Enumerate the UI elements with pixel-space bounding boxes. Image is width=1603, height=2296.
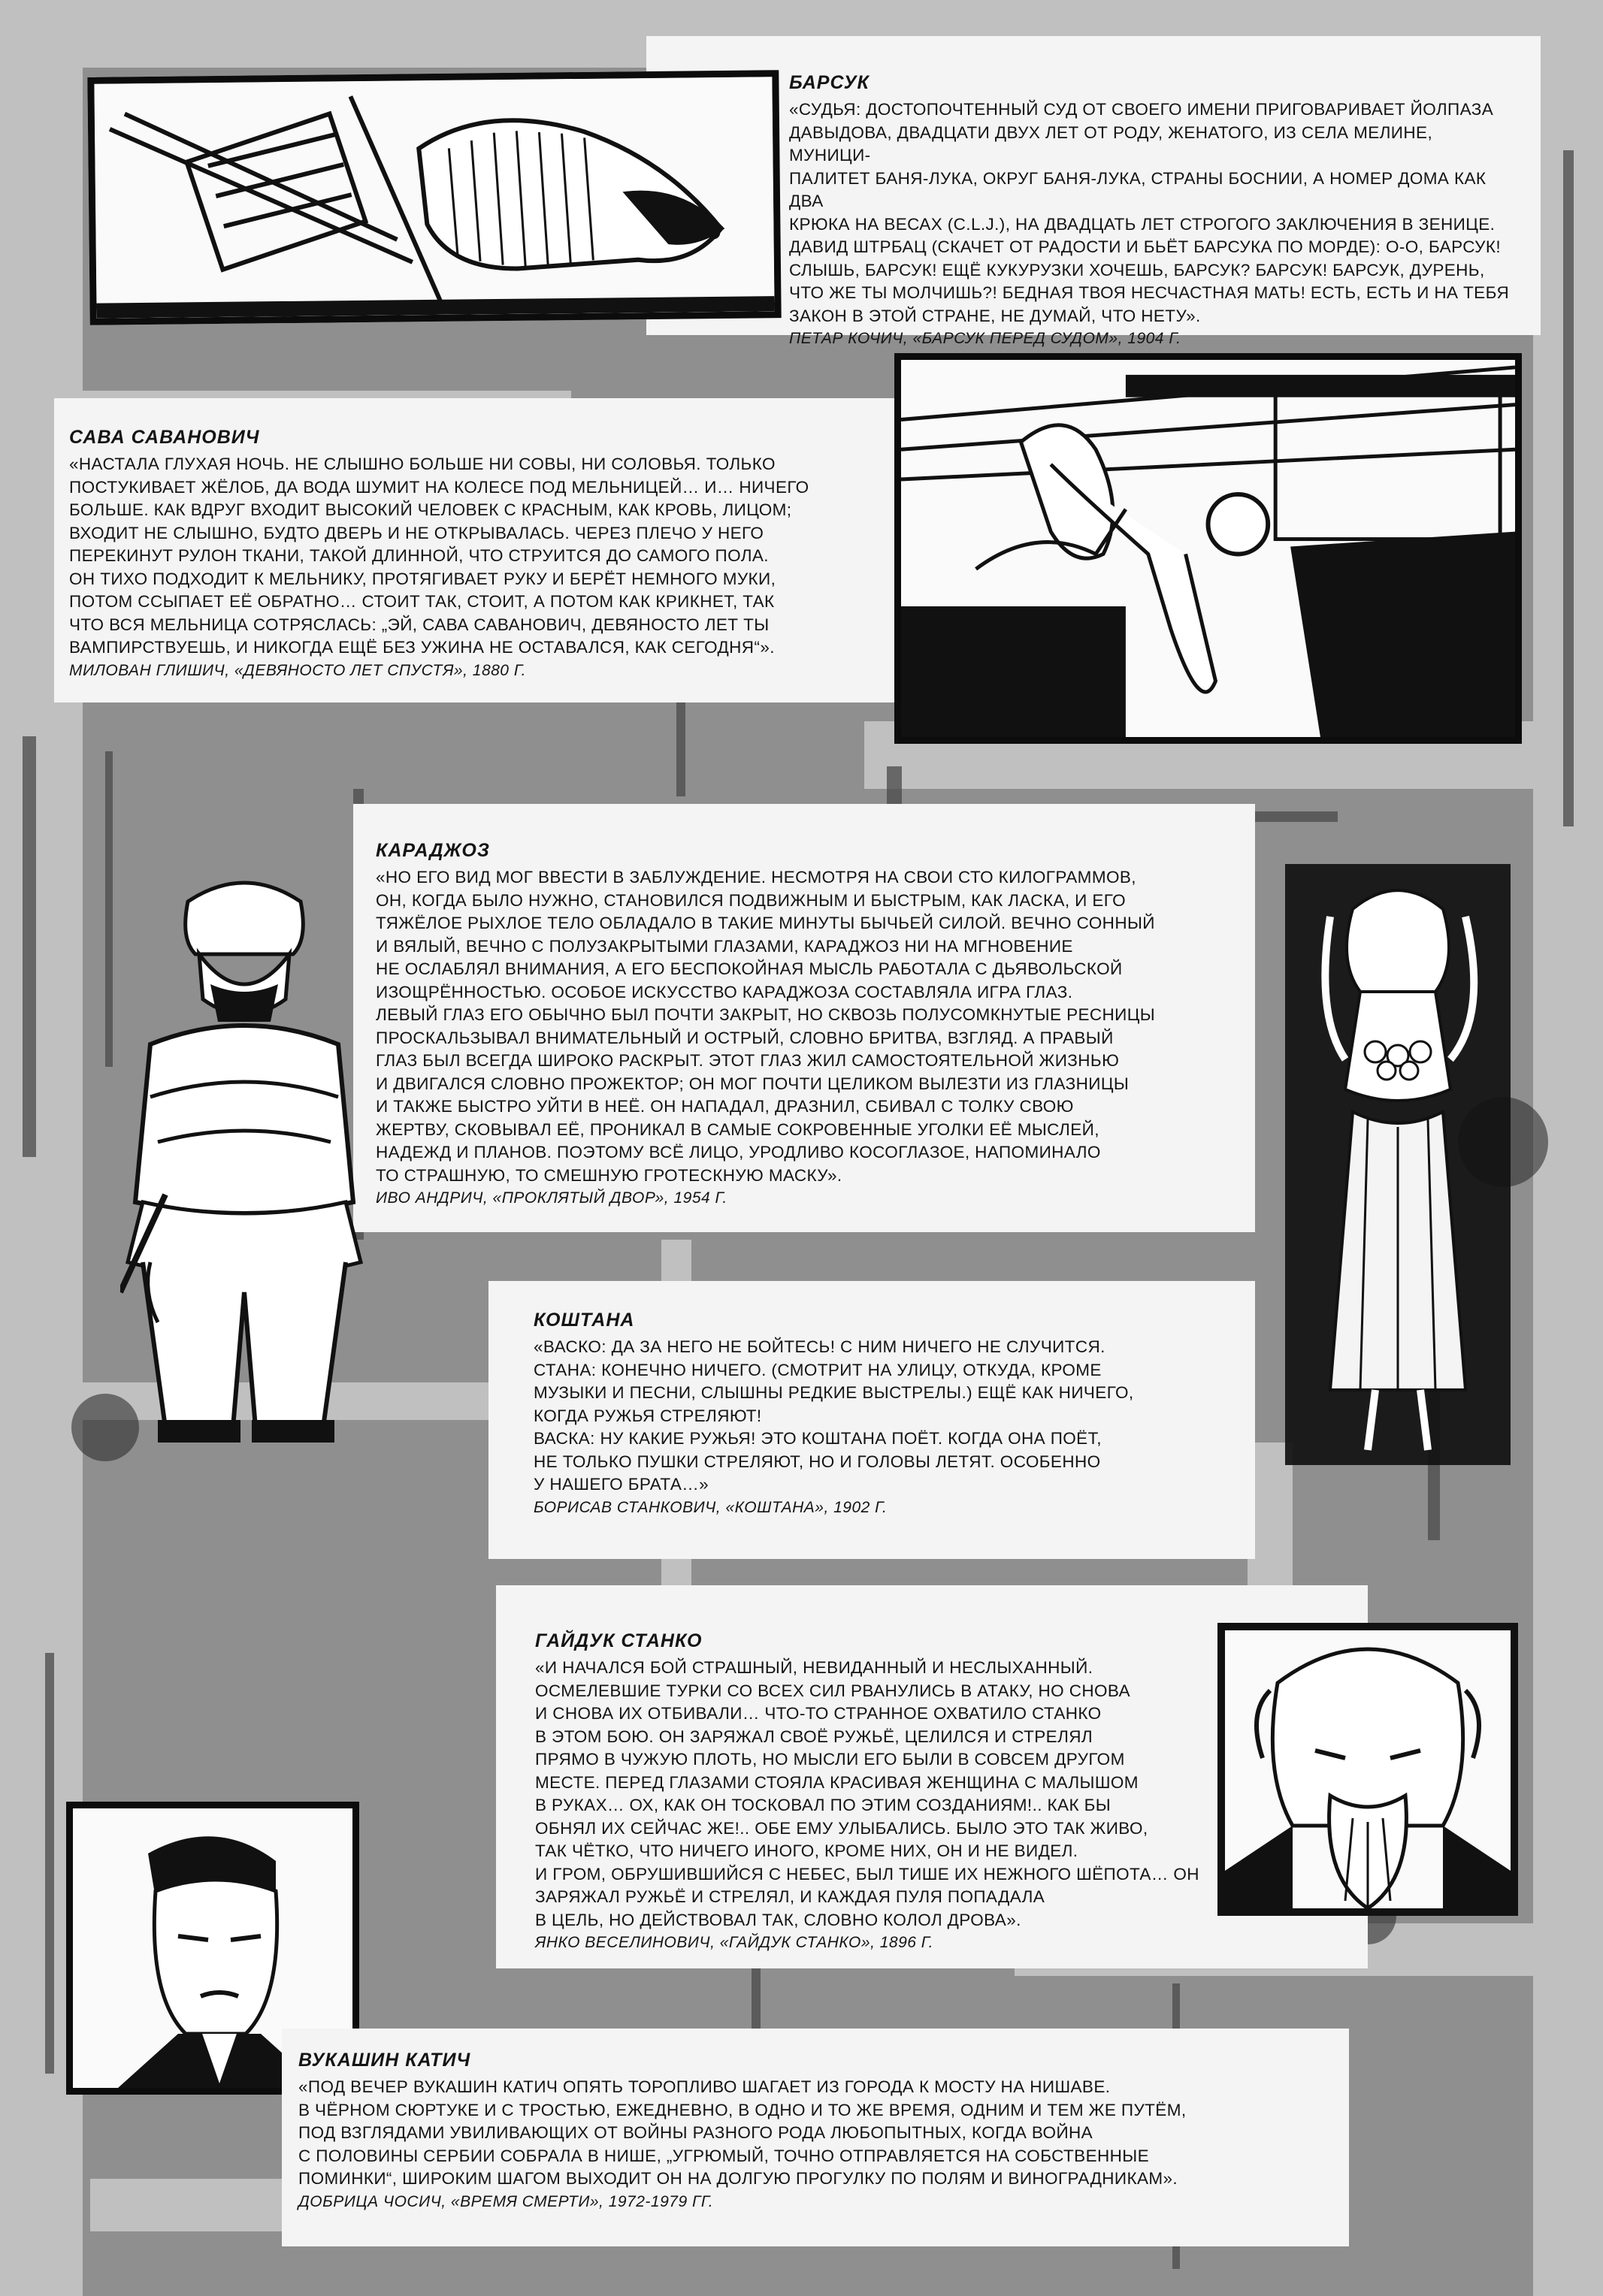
entry-koshtana-textbox: [488, 1281, 1255, 1559]
turbaned-man-figure: [120, 872, 368, 1473]
entry-sava-textbox: [54, 398, 896, 702]
entry-source: ЯНКО ВЕСЕЛИНОВИЧ, «ГАЙДУК СТАНКО», 1896 Г.: [535, 1934, 933, 1951]
turbaned-man-illustration-icon: [120, 872, 368, 1473]
entry-source: МИЛОВАН ГЛИШИЧ, «ДЕВЯНОСТО ЛЕТ СПУСТЯ», 1880 Г.: [69, 661, 526, 679]
vampire-miller-illustration-icon: [901, 360, 1515, 737]
entry-source: ИВО АНДРИЧ, «ПРОКЛЯТЫЙ ДВОР», 1954 Г.: [376, 1189, 727, 1207]
entry-title: КОШТАНА: [534, 1310, 635, 1331]
entry-title: ГАЙДУК СТАНКО: [535, 1630, 703, 1651]
entry-text: «И НАЧАЛСЯ БОЙ СТРАШНЫЙ, НЕВИДАННЫЙ И НЕСЛЫХАННЫЙ. ОСМЕЛЕВШИЕ ТУРКИ СО ВСЕХ СИЛ РВАНУЛИСЬ В АТАКУ, НО СНОВА И СНОВА ИХ ОТБИВАЛИ… ЧТО-ТО СТРАННОЕ ОХВАТИЛО СТАНКО В ЭТОМ БОЮ. ОН ЗАРЯЖАЛ СВОЁ РУЖЬЁ, ЦЕЛИЛСЯ И СТРЕЛЯЛ ПРЯМО В ЧУЖУЮ ПЛОТЬ, НО МЫСЛИ ЕГО БЫЛИ В СОВСЕМ ДРУГОМ МЕСТЕ. ПЕРЕД ГЛАЗАМИ СТОЯЛА КРАСИВАЯ ЖЕНЩИНА С МАЛЫШОМ В РУКАХ… ОХ, КАК ОН ТОСКОВАЛ ПО ЭТИМ СОЗДАНИЯМ!.. КАК БЫ ОБНЯЛ ИХ СЕЙЧАС ЖЕ!.. ОБЕ ЕМУ УЛЫБАЛИСЬ. БЫЛО ЭТО ТАК ЖИВО, ТАК ЧЁТКО, ЧТО НИЧЕГО ИНОГО, КРОМЕ НИХ, ОН И НЕ ВИДЕЛ. И ГРОМ, ОБРУШИВШИЙСЯ С НЕБЕС, БЫЛ ТИШЕ ИХ НЕЖНОГО ШЁПОТА… ОН ЗАРЯЖАЛ РУЖЬЁ И СТРЕЛЯЛ, И КАЖДАЯ ПУЛЯ ПОПАДАЛА В ЦЕЛЬ, НО ДЕЙСТВОВАЛ ТАК, СЛОВНО КОЛОЛ ДРОВА».: [535, 1658, 1199, 1929]
entry-text: «НАСТАЛА ГЛУХАЯ НОЧЬ. НЕ СЛЫШНО БОЛЬШЕ НИ СОВЫ, НИ СОЛОВЬЯ. ТОЛЬКО ПОСТУКИВАЕТ ЖЁЛОБ, ДА ВОДА ШУМИТ НА КОЛЕСЕ ПОД МЕЛЬНИЦЕЙ… И… НИЧЕГО БОЛЬШЕ. КАК ВДРУГ ВХОДИТ ВЫСОКИЙ ЧЕЛОВЕК С КРАСНЫМ, КАК КРОВЬ, ЛИЦОМ; ВХОДИТ НЕ СЛЫШНО, БУДТО ДВЕРЬ И НЕ ОТКРЫВАЛАСЬ. ЧЕРЕЗ ПЛЕЧО У НЕГО ПЕРЕКИНУТ РУЛОН ТКАНИ, ТАКОЙ ДЛИННОЙ, ЧТО СТРУИТСЯ ДО САМОГО ПОЛА. ОН ТИХО ПОДХОДИТ К МЕЛЬНИКУ, ПРОТЯГИВАЕТ РУКУ И БЕРЁТ НЕМНОГО МУКИ, ПОТОМ ССЫПАЕТ ЕЁ ОБРАТНО… СТОИТ ТАК, СТОИТ, А ПОТОМ КАК КРИКНЕТ, ТАК ЧТО ВСЯ МЕЛЬНИЦА СОТРЯСЛАСЬ: „ЭЙ, САВА САВАНОВИЧ, ДЕВЯНОСТО ЛЕТ ТЫ ВАМПИРСТВУЕШЬ, И НИКОГДА ЕЩЁ БЕЗ УЖИНА НЕ ОСТАВАЛСЯ, КАК СЕГОДНЯ“».: [69, 455, 809, 657]
entry-text: «СУДЬЯ: ДОСТОПОЧТЕННЫЙ СУД ОТ СВОЕГО ИМЕНИ ПРИГОВАРИВАЕТ ЙОЛПАЗА ДАВЫДОВА, ДВАДЦАТИ ДВУХ ЛЕТ ОТ РОДУ, ЖЕНАТОГО, ИЗ СЕЛА МЕЛИНЕ, МУНИЦИ- ПАЛИТЕТ БАНЯ-ЛУКА, ОКРУГ БАНЯ-ЛУКА, СТРАНЫ БОСНИИ, А НОМЕР ДОМА КАК ДВА КРЮКА НА ВЕСАХ (C.L.J.), НА ДВАДЦАТЬ ЛЕТ СТРОГОГО ЗАКЛЮЧЕНИЯ В ЗЕНИЦЕ. ДАВИД ШТРБАЦ (СКАЧЕТ ОТ РАДОСТИ И БЬЁТ БАРСУКА ПО МОРДЕ): О-О, БАРСУК! СЛЫШЬ, БАРСУК! ЕЩЁ КУКУРУЗКИ ХОЧЕШЬ, БАРСУК? БАРСУК! БАРСУК, ДУРЕНЬ, ЧТО ЖЕ ТЫ МОЛЧИШЬ?! БЕДНАЯ ТВОЯ НЕСЧАСТНАЯ МАТЬ! ЕСТЬ, ЕСТЬ И НА ТЕБЯ ЗАКОН В ЭТОЙ СТРАНЕ, НЕ ДУМАЙ, ЧТО НЕТУ».: [789, 100, 1510, 325]
vampire-picture-frame: [894, 353, 1522, 744]
badger-illustration-icon: [94, 77, 774, 318]
entry-title: САВА САВАНОВИЧ: [69, 427, 260, 448]
entry-source: ДОБРИЦА ЧОСИЧ, «ВРЕМЯ СМЕРТИ», 1972-1979 ГГ.: [298, 2192, 714, 2210]
entry-title: ВУКАШИН КАТИЧ: [298, 2050, 471, 2071]
entry-source: ПЕТАР КОЧИЧ, «БАРСУК ПЕРЕД СУДОМ», 1904 Г.: [789, 330, 1181, 347]
entry-source: БОРИСАВ СТАНКОВИЧ, «КОШТАНА», 1902 Г.: [534, 1498, 888, 1516]
dancer-figure: [1285, 864, 1511, 1465]
entry-title: БАРСУК: [789, 72, 870, 93]
old-haiduk-illustration-icon: [1217, 1623, 1518, 1916]
entry-karadjoz-textbox: [353, 804, 1255, 1232]
entry-vukashin-textbox: [282, 2029, 1349, 2246]
badger-picture-frame: [87, 70, 781, 325]
entry-title: КАРАДЖОЗ: [376, 840, 490, 861]
entry-text: «ПОД ВЕЧЕР ВУКАШИН КАТИЧ ОПЯТЬ ТОРОПЛИВО ШАГАЕТ ИЗ ГОРОДА К МОСТУ НА НИШАВЕ. В ЧЁРНОМ СЮРТУКЕ И С ТРОСТЬЮ, ЕЖЕДНЕВНО, В ОДНО И ТО ЖЕ ВРЕМЯ, ОДНИМ И ТЕМ ЖЕ ПУТЁМ, ПОД ВЗГЛЯДАМИ УВИЛИВАЮЩИХ ОТ ВОЙНЫ РАЗНОГО РОДА ЛЮБОПЫТНЫХ, КОГДА ВОЙНА С ПОЛОВИНЫ СЕРБИИ СОБРАЛА В НИШЕ, „УГРЮМЫЙ, ТОЧНО ОТПРАВЛЯЕТСЯ НА СОБСТВЕННЫЕ ПОМИНКИ“, ШИРОКИМ ШАГОМ ВЫХОДИТ ОН НА ДОЛГУЮ ПРОГУЛКУ ПО ПОЛЯМ И ВИНОГРАДНИКАМ».: [298, 2077, 1187, 2188]
dancer-woman-illustration-icon: [1285, 864, 1511, 1465]
entry-text: «ВАСКО: ДА ЗА НЕГО НЕ БОЙТЕСЬ! С НИМ НИЧЕГО НЕ СЛУЧИТСЯ. СТАНА: КОНЕЧНО НИЧЕГО. (СМОТРИТ НА УЛИЦУ, ОТКУДА, КРОМЕ МУЗЫКИ И ПЕСНИ, СЛЫШНЫ РЕДКИЕ ВЫСТРЕЛЫ.) ЕЩЁ КАК НИЧЕГО, КОГДА РУЖЬЯ СТРЕЛЯЮТ! ВАСКА: НУ КАКИЕ РУЖЬЯ! ЭТО КОШТАНА ПОЁТ. КОГДА ОНА ПОЁТ, НЕ ТОЛЬКО ПУШКИ СТРЕЛЯЮТ, НО И ГОЛОВЫ ЛЕТЯТ. ОСОБЕННО У НАШЕГО БРАТА…»: [534, 1337, 1134, 1494]
haiduk-picture-frame: [1217, 1623, 1518, 1916]
entry-text: «НО ЕГО ВИД МОГ ВВЕСТИ В ЗАБЛУЖДЕНИЕ. НЕСМОТРЯ НА СВОИ СТО КИЛОГРАММОВ, ОН, КОГДА БЫЛО НУЖНО, СТАНОВИЛСЯ ПОДВИЖНЫМ И БЫСТРЫМ, КАК ЛАСКА, И ЕГО ТЯЖЁЛОЕ РЫХЛОЕ ТЕЛО ОБЛАДАЛО В ТАКИЕ МИНУТЫ БЫЧЬЕЙ СИЛОЙ. ВЕЧНО СОННЫЙ И ВЯЛЫЙ, ВЕЧНО С ПОЛУЗАКРЫТЫМИ ГЛАЗАМИ, КАРАДЖОЗ НИ НА МГНОВЕНИЕ НЕ ОСЛАБЛЯЛ ВНИМАНИЯ, А ЕГО БЕСПОКОЙНАЯ МЫСЛЬ РАБОТАЛА С ДЬЯВОЛЬСКОЙ ИЗОЩРЁННОСТЬЮ. ОСОБОЕ ИСКУССТВО КАРАДЖОЗА СОСТАВЛЯЛА ИГРА ГЛАЗ. ЛЕВЫЙ ГЛАЗ ЕГО ОБЫЧНО БЫЛ ПОЧТИ ЗАКРЫТ, НО СКВОЗЬ ПОЛУСОМКНУТЫЕ РЕСНИЦЫ ПРОСКАЛЬЗЫВАЛ ВНИМАТЕЛЬНЫЙ И ОСТРЫЙ, СЛОВНО БРИТВА, ВЗГЛЯД. А ПРАВЫЙ ГЛАЗ БЫЛ ВСЕГДА ШИРОКО РАСКРЫТ. ЭТОТ ГЛАЗ ЖИЛ САМОСТОЯТЕЛЬНОЙ ЖИЗНЬЮ И ДВИГАЛСЯ СЛОВНО ПРОЖЕКТОР; ОН МОГ ПОЧТИ ЦЕЛИКОМ ВЫЛЕЗТИ ИЗ ГЛАЗНИЦЫ И ТАКЖЕ БЫСТРО УЙТИ В НЕЁ. ОН НАПАДАЛ, ДРАЗНИЛ, СБИВАЛ С ТОЛКУ СВОЮ ЖЕРТВУ, СКОВЫВАЛ ЕЁ, ПРОНИКАЛ В САМЫЕ СОКРОВЕННЫЕ УГОЛКИ ЕЁ МЫСЛЕЙ, НАДЕЖД И ПЛАНОВ. ПОЭТОМУ ВСЁ ЛИЦО, УРОДЛИВО КОСОГЛАЗОЕ, НАПОМИНАЛО ТО СТРАШНУЮ, ТО СМЕШНУЮ ГРОТЕСКНУЮ МАСКУ».: [376, 868, 1156, 1185]
